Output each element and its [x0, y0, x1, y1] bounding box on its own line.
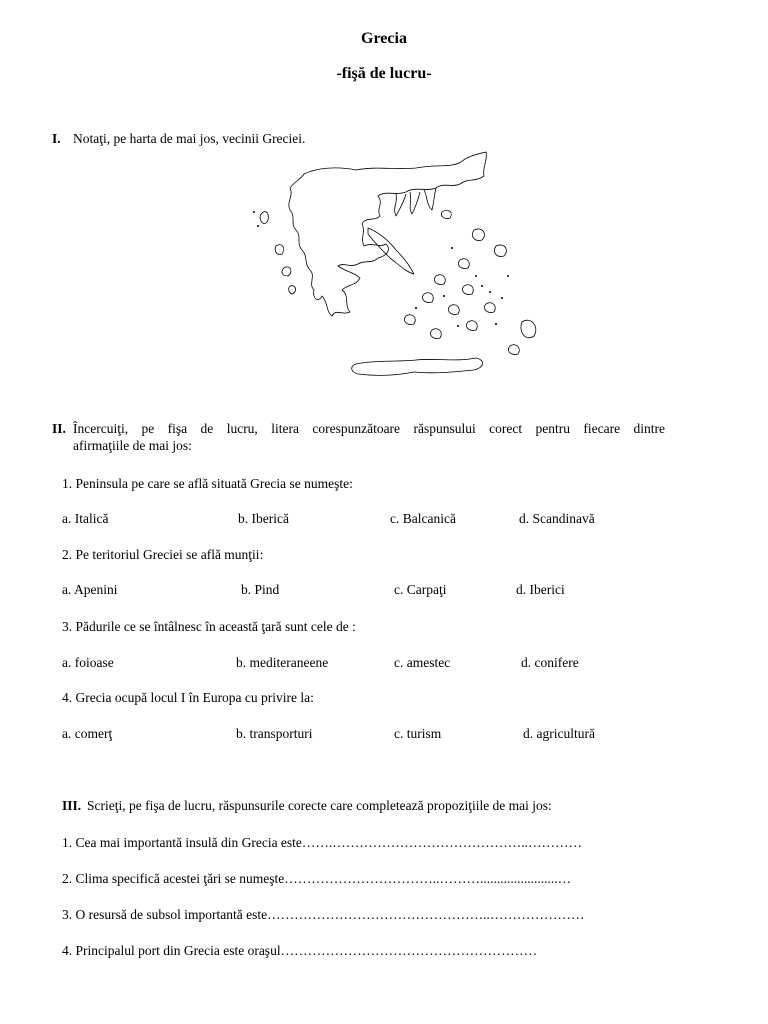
q4-option-b: b. transporturi — [236, 726, 313, 741]
q4-option-c: c. turism — [394, 726, 442, 741]
question-3: 3. Pădurile ce se întâlnesc în această ţară sunt cele de : — [62, 619, 356, 634]
fill-in-3: 3. O resursă de subsol importantă este…………………………………………..………………… — [62, 907, 585, 922]
q2-option-d: d. Iberici — [516, 582, 565, 597]
q3-option-d: d. conifere — [521, 655, 579, 670]
section-2-number: II. — [52, 421, 66, 436]
q3-option-c: c. amestec — [394, 655, 451, 670]
section-1-number: I. — [52, 131, 61, 146]
page-subtitle: -fişă de lucru- — [336, 65, 432, 82]
q1-option-b: b. Iberică — [238, 511, 289, 526]
page-title: Grecia — [361, 30, 407, 47]
fill-in-2: 2. Clima specifică acestei ţări se numeşte……………………………..……….......................… — [62, 871, 572, 886]
section-3-number: III. — [62, 798, 82, 813]
q1-option-a: a. Italică — [62, 511, 109, 526]
q4-option-a: a. comerţ — [62, 726, 113, 741]
question-1: 1. Peninsula pe care se află situată Grecia se numeşte: — [62, 476, 353, 491]
section-1-instruction: Notaţi, pe harta de mai jos, vecinii Greciei. — [73, 131, 306, 146]
fill-in-4: 4. Principalul port din Grecia este oraşul………………………………………………… — [62, 943, 538, 958]
section-2-instruction-line2: afirmaţiile de mai jos: — [73, 438, 192, 453]
q3-option-a: a. foioase — [62, 655, 114, 670]
q1-option-d: d. Scandinavă — [519, 511, 595, 526]
greece-map — [246, 146, 546, 386]
fill-in-1: 1. Cea mai importantă insulă din Grecia este…….……………………………………..………… — [62, 835, 583, 850]
euboea-outline — [368, 228, 414, 274]
q2-option-c: c. Carpaţi — [394, 582, 447, 597]
q2-option-b: b. Pind — [241, 582, 280, 597]
question-2: 2. Pe teritoriul Greciei se află munţii: — [62, 547, 264, 562]
section-2-instruction-line1: Încercuiţi, pe fişa de lucru, litera corespunzătoare răspunsului corect pentru fiecare dintre — [73, 421, 665, 436]
mainland-outline — [289, 152, 487, 316]
q2-option-a: a. Apenini — [62, 582, 118, 597]
q3-option-b: b. mediteraneene — [236, 655, 329, 670]
q1-option-c: c. Balcanică — [390, 511, 456, 526]
section-3-instruction: Scrieţi, pe fişa de lucru, răspunsurile corecte care completează propoziţiile de mai jos: — [87, 798, 552, 813]
question-4: 4. Grecia ocupă locul I în Europa cu privire la: — [62, 690, 314, 705]
q4-option-d: d. agricultură — [523, 726, 595, 741]
crete-outline — [352, 358, 483, 375]
